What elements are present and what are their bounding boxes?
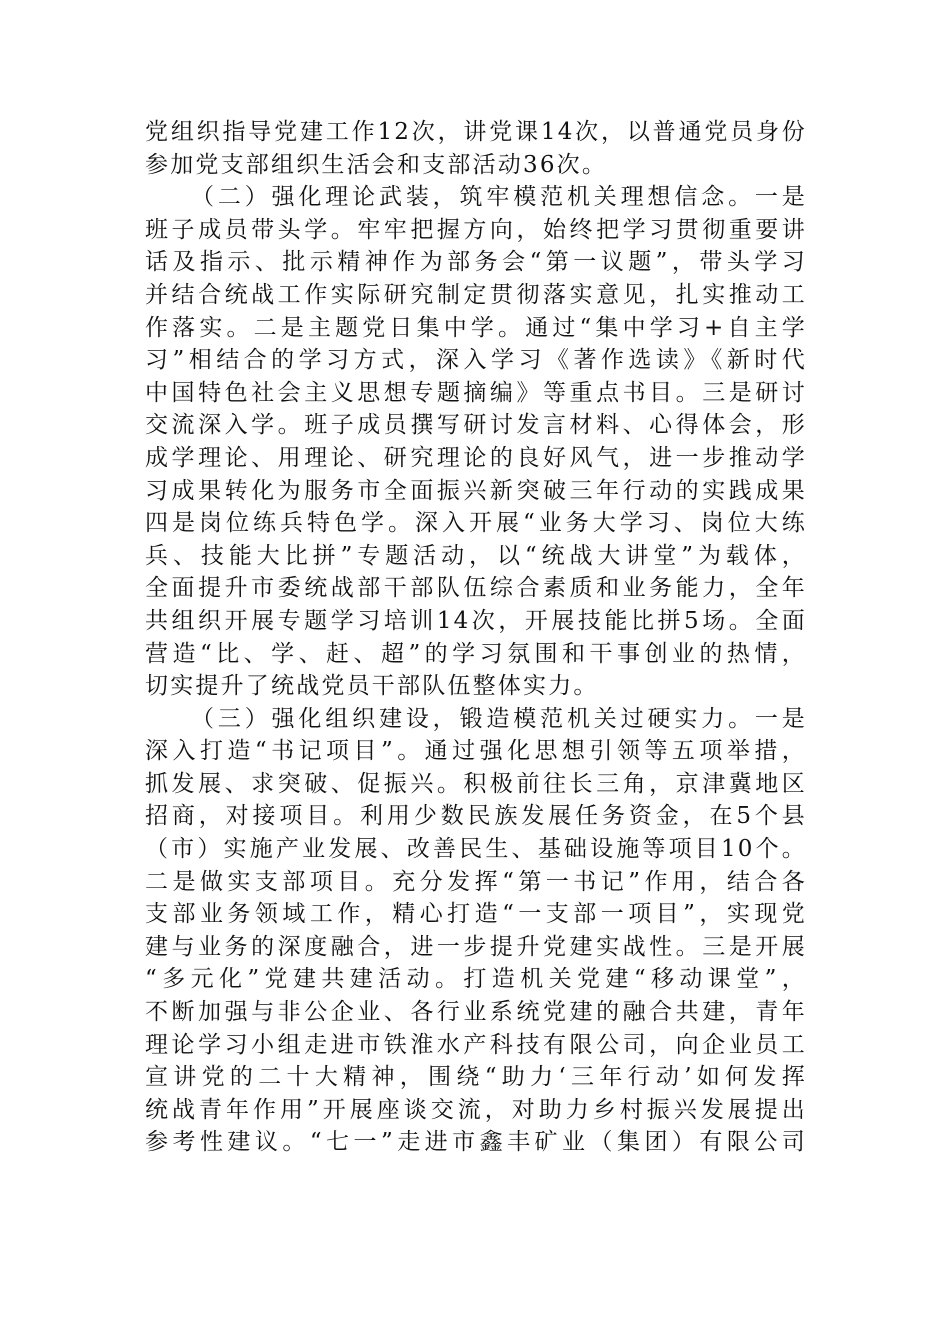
- text-line: 理论学习小组走进市铁淮水产科技有限公司，向企业员工: [145, 1031, 807, 1058]
- text-line: 班子成员带头学。牢牢把握方向，始终把学习贯彻重要讲: [145, 216, 807, 243]
- text-line: 党组织指导党建工作12次，讲党课14次，以普通党员身份: [145, 119, 807, 145]
- text-line: 交流深入学。班子成员撰写研讨发言材料、心得体会，形: [145, 412, 807, 439]
- text-line: 抓发展、求突破、促振兴。积极前往长三角，京津冀地区: [145, 770, 807, 797]
- text-line: 建与业务的深度融合，进一步提升党建实战性。三是开展: [145, 933, 807, 960]
- text-line: （市）实施产业发展、改善民生、基础设施等项目10个。: [145, 836, 807, 863]
- text-line: 切实提升了统战党员干部队伍整体实力。: [145, 673, 599, 700]
- text-line: 支部业务领域工作，精心打造“一支部一项目”，实现党: [145, 901, 807, 928]
- text-line: 成学理论、用理论、研究理论的良好风气，进一步推动学: [145, 444, 807, 471]
- paragraph-heading-line: （二）强化理论武装，筑牢模范机关理想信念。一是: [191, 184, 807, 211]
- text-line: 招商，对接项目。利用少数民族发展任务资金，在5个县: [145, 803, 807, 830]
- text-line: “多元化”党建共建活动。打造机关党建“移动课堂”，: [145, 966, 807, 993]
- text-line: 全面提升市委统战部干部队伍综合素质和业务能力，全年: [145, 575, 807, 602]
- text-line: 兵、技能大比拼”专题活动，以“统战大讲堂”为载体，: [145, 542, 807, 569]
- text-line: 营造“比、学、赶、超”的学习氛围和干事创业的热情，: [145, 640, 807, 667]
- text-line: 参加党支部组织生活会和支部活动36次。: [145, 151, 608, 178]
- text-line: 中国特色社会主义思想专题摘编》等重点书目。三是研讨: [145, 379, 807, 406]
- text-line: 深入打造“书记项目”。通过强化思想引领等五项举措，: [145, 738, 807, 765]
- text-line: 二是做实支部项目。充分发挥“第一书记”作用，结合各: [145, 868, 807, 895]
- text-line: 宣讲党的二十大精神，围绕“助力‘三年行动’如何发挥: [145, 1064, 807, 1091]
- text-line: 统战青年作用”开展座谈交流，对助力乡村振兴发展提出: [145, 1096, 807, 1123]
- text-line: 参考性建议。“七一”走进市鑫丰矿业（集团）有限公司: [145, 1129, 807, 1156]
- text-line: 作落实。二是主题党日集中学。通过“集中学习+自主学: [145, 314, 807, 341]
- text-line: 共组织开展专题学习培训14次，开展技能比拼5场。全面: [145, 607, 807, 634]
- text-line: 习”相结合的学习方式，深入学习《著作选读》《新时代: [145, 347, 807, 374]
- text-line: 话及指示、批示精神作为部务会“第一议题”，带头学习: [145, 249, 807, 276]
- text-line: 习成果转化为服务市全面振兴新突破三年行动的实践成果: [145, 477, 807, 504]
- text-line: 不断加强与非公企业、各行业系统党建的融合共建，青年: [145, 999, 807, 1026]
- document-body: [145, 116, 807, 1159]
- paragraph-heading-line: （三）强化组织建设，锻造模范机关过硬实力。一是: [191, 705, 807, 732]
- text-line: 并结合统战工作实际研究制定贯彻落实意见，扎实推动工: [145, 281, 807, 308]
- text-line: 四是岗位练兵特色学。深入开展“业务大学习、岗位大练: [145, 510, 807, 537]
